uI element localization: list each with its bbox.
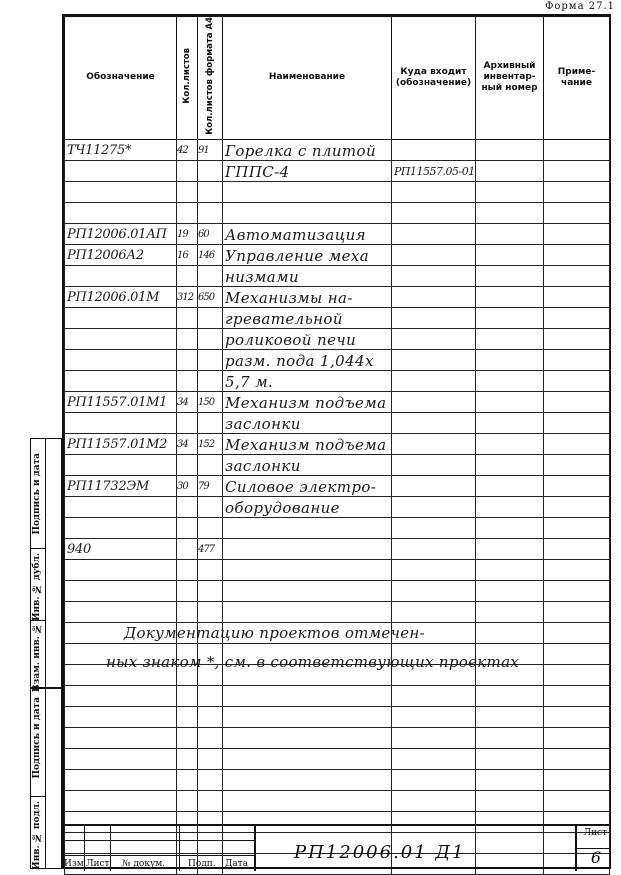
cell-sheet-count	[177, 559, 198, 580]
header-name: Наименование	[223, 17, 392, 140]
cell-where-included	[392, 349, 476, 370]
cell-name: Силовое электро-	[223, 475, 392, 496]
table-row	[65, 349, 610, 370]
cell-archive-number	[476, 685, 544, 706]
cell-designation	[65, 706, 177, 727]
cell-sheet-count	[177, 790, 198, 811]
cell-where-included	[392, 538, 476, 559]
cell-sheet-count	[177, 580, 198, 601]
title-block-label-sheet: Лист	[86, 859, 110, 869]
cell-designation	[65, 454, 177, 475]
margin-label-signature-date: Подпись и дата	[32, 453, 42, 535]
cell-note	[544, 769, 610, 790]
cell-a4-count: 650	[198, 286, 223, 307]
cell-archive-number	[476, 559, 544, 580]
cell-a4-count	[198, 370, 223, 391]
cell-a4-count	[198, 349, 223, 370]
cell-a4-count	[198, 265, 223, 286]
cell-name: низмами	[223, 265, 392, 286]
cell-where-included	[392, 139, 476, 160]
cell-archive-number	[476, 412, 544, 433]
cell-name	[223, 517, 392, 538]
cell-where-included	[392, 391, 476, 412]
note-line-2: ных знаком *, см. в соответствующих проектах	[106, 653, 520, 671]
cell-name: заслонки	[223, 412, 392, 433]
cell-note	[544, 412, 610, 433]
cell-note	[544, 559, 610, 580]
table-row	[65, 790, 610, 811]
cell-archive-number	[476, 496, 544, 517]
cell-archive-number	[476, 475, 544, 496]
cell-designation	[65, 727, 177, 748]
cell-name: Механизм подъема	[223, 433, 392, 454]
table-row	[65, 685, 610, 706]
cell-note	[544, 706, 610, 727]
document-designation: РП12006.01 Д1	[294, 842, 466, 863]
cell-a4-count: 91	[198, 139, 223, 160]
cell-name	[223, 748, 392, 769]
table-row	[65, 160, 610, 181]
cell-a4-count	[198, 202, 223, 223]
cell-archive-number	[476, 454, 544, 475]
cell-note	[544, 328, 610, 349]
cell-sheet-count	[177, 328, 198, 349]
sheet-label: Лист	[583, 828, 607, 838]
table-row	[65, 328, 610, 349]
cell-note	[544, 349, 610, 370]
margin-strip-upper	[30, 438, 62, 693]
cell-name	[223, 685, 392, 706]
cell-sheet-count: 312	[177, 286, 198, 307]
margin-label-duplicate-number: Инв. № дубл.	[32, 553, 42, 621]
cell-a4-count	[198, 412, 223, 433]
table-row	[65, 433, 610, 454]
cell-where-included	[392, 748, 476, 769]
cell-name: заслонки	[223, 454, 392, 475]
table-row	[65, 412, 610, 433]
cell-designation: РП12006.01АП	[65, 223, 177, 244]
cell-designation: ТЧ11275*	[65, 139, 177, 160]
cell-sheet-count	[177, 685, 198, 706]
table-row	[65, 454, 610, 475]
cell-archive-number	[476, 433, 544, 454]
cell-archive-number	[476, 223, 544, 244]
cell-designation	[65, 202, 177, 223]
margin-label-original-number: Инв. № подл.	[32, 801, 42, 870]
cell-sheet-count: 16	[177, 244, 198, 265]
cell-a4-count	[198, 160, 223, 181]
cell-archive-number	[476, 244, 544, 265]
cell-name: разм. пода 1,044х	[223, 349, 392, 370]
cell-note	[544, 580, 610, 601]
cell-note	[544, 433, 610, 454]
cell-name	[223, 580, 392, 601]
title-block-divider	[575, 826, 577, 871]
cell-designation	[65, 307, 177, 328]
cell-archive-number	[476, 769, 544, 790]
cell-a4-count: 152	[198, 433, 223, 454]
register-sheet	[62, 14, 611, 869]
margin-cell-original	[31, 797, 45, 870]
cell-designation: РП12006А2	[65, 244, 177, 265]
cell-designation: РП11557.01М1	[65, 391, 177, 412]
cell-archive-number	[476, 370, 544, 391]
table-row	[65, 265, 610, 286]
form-label: Форма 27.1	[545, 1, 615, 12]
cell-note	[544, 664, 610, 685]
cell-sheet-count	[177, 727, 198, 748]
cell-designation	[65, 748, 177, 769]
cell-where-included	[392, 328, 476, 349]
cell-where-included: РП11557.05-01	[392, 160, 476, 181]
cell-sheet-count	[177, 769, 198, 790]
cell-a4-count	[198, 496, 223, 517]
table-row	[65, 286, 610, 307]
cell-where-included	[392, 475, 476, 496]
cell-note	[544, 622, 610, 643]
table-row	[65, 223, 610, 244]
title-block	[64, 824, 609, 871]
cell-note	[544, 202, 610, 223]
cell-where-included	[392, 412, 476, 433]
margin-cell-duplicate	[31, 549, 45, 621]
cell-a4-count	[198, 706, 223, 727]
cell-where-included	[392, 790, 476, 811]
cell-note	[544, 790, 610, 811]
cell-where-included	[392, 706, 476, 727]
cell-where-included	[392, 181, 476, 202]
cell-a4-count	[198, 517, 223, 538]
title-block-divider	[179, 826, 180, 871]
cell-archive-number	[476, 622, 544, 643]
cell-archive-number	[476, 580, 544, 601]
table-row	[65, 139, 610, 160]
title-block-label-date: Дата	[225, 859, 249, 869]
title-block-divider	[222, 826, 223, 871]
cell-archive-number	[476, 706, 544, 727]
cell-name: ГППС-4	[223, 160, 392, 181]
cell-name	[223, 538, 392, 559]
cell-designation: 940	[65, 538, 177, 559]
table-row	[65, 517, 610, 538]
cell-where-included	[392, 286, 476, 307]
cell-name	[223, 202, 392, 223]
cell-sheet-count	[177, 454, 198, 475]
cell-sheet-count: 34	[177, 391, 198, 412]
title-block-label-signature: Подп.	[188, 859, 216, 869]
cell-note	[544, 685, 610, 706]
table-body	[65, 139, 610, 874]
cell-where-included	[392, 727, 476, 748]
cell-sheet-count	[177, 349, 198, 370]
table-row	[65, 580, 610, 601]
cell-where-included	[392, 769, 476, 790]
cell-sheet-count	[177, 601, 198, 622]
cell-name: оборудование	[223, 496, 392, 517]
cell-where-included	[392, 601, 476, 622]
table-row	[65, 202, 610, 223]
cell-sheet-count	[177, 265, 198, 286]
table-row	[65, 391, 610, 412]
cell-note	[544, 496, 610, 517]
cell-archive-number	[476, 517, 544, 538]
cell-note	[544, 370, 610, 391]
cell-sheet-count: 30	[177, 475, 198, 496]
header-archive-number: Архивный инвентар-ный номер	[476, 17, 544, 140]
cell-note	[544, 454, 610, 475]
table-row	[65, 706, 610, 727]
cell-sheet-count: 34	[177, 433, 198, 454]
cell-a4-count: 477	[198, 538, 223, 559]
cell-where-included	[392, 433, 476, 454]
margin-label-replacement-number: Взам. инв. №	[32, 623, 42, 693]
cell-sheet-count	[177, 181, 198, 202]
table-row	[65, 475, 610, 496]
cell-archive-number	[476, 391, 544, 412]
cell-designation	[65, 685, 177, 706]
header-sheet-count	[177, 17, 198, 140]
cell-note	[544, 244, 610, 265]
table-header-row	[65, 17, 610, 140]
cell-sheet-count: 42	[177, 139, 198, 160]
cell-archive-number	[476, 181, 544, 202]
cell-sheet-count	[177, 706, 198, 727]
cell-where-included	[392, 496, 476, 517]
cell-note	[544, 643, 610, 664]
table-row	[65, 244, 610, 265]
cell-note	[544, 748, 610, 769]
margin-label-signature-date-lower: Подпись и дата	[32, 697, 42, 779]
cell-name: Механизм подъема	[223, 391, 392, 412]
cell-a4-count: 150	[198, 391, 223, 412]
cell-sheet-count	[177, 370, 198, 391]
cell-note	[544, 265, 610, 286]
cell-a4-count	[198, 181, 223, 202]
margin-cell-replacement	[31, 621, 45, 693]
cell-sheet-count	[177, 748, 198, 769]
table-row	[65, 370, 610, 391]
cell-a4-count	[198, 454, 223, 475]
cell-sheet-count	[177, 202, 198, 223]
cell-note	[544, 181, 610, 202]
cell-archive-number	[476, 349, 544, 370]
cell-name: роликовой печи	[223, 328, 392, 349]
cell-where-included	[392, 370, 476, 391]
note-line-1: Документацию проектов отмечен-	[124, 624, 425, 642]
table-row	[65, 559, 610, 580]
cell-archive-number	[476, 748, 544, 769]
table-row	[65, 181, 610, 202]
cell-where-included	[392, 223, 476, 244]
cell-archive-number	[476, 265, 544, 286]
cell-sheet-count: 19	[177, 223, 198, 244]
cell-note	[544, 517, 610, 538]
cell-name: 5,7 м.	[223, 370, 392, 391]
cell-designation	[65, 580, 177, 601]
cell-archive-number	[476, 538, 544, 559]
cell-name	[223, 769, 392, 790]
cell-a4-count: 60	[198, 223, 223, 244]
cell-name	[223, 559, 392, 580]
cell-note	[544, 160, 610, 181]
cell-sheet-count	[177, 517, 198, 538]
cell-designation	[65, 769, 177, 790]
cell-where-included	[392, 265, 476, 286]
cell-archive-number	[476, 727, 544, 748]
cell-name	[223, 727, 392, 748]
cell-a4-count	[198, 328, 223, 349]
cell-where-included	[392, 685, 476, 706]
cell-archive-number	[476, 286, 544, 307]
cell-sheet-count	[177, 412, 198, 433]
cell-note	[544, 286, 610, 307]
cell-where-included	[392, 559, 476, 580]
cell-archive-number	[476, 139, 544, 160]
cell-where-included	[392, 202, 476, 223]
title-block-divider	[84, 826, 85, 871]
margin-cell-signature-lower	[31, 689, 45, 797]
title-block-divider	[110, 826, 111, 871]
cell-name	[223, 790, 392, 811]
cell-a4-count: 79	[198, 475, 223, 496]
header-where-included: Куда входит (обозначение)	[392, 17, 476, 140]
cell-name: Горелка с плитой	[223, 139, 392, 160]
cell-where-included	[392, 244, 476, 265]
cell-archive-number	[476, 328, 544, 349]
cell-name: Механизмы на-	[223, 286, 392, 307]
cell-name	[223, 706, 392, 727]
cell-a4-count	[198, 727, 223, 748]
cell-name	[223, 601, 392, 622]
cell-a4-count: 146	[198, 244, 223, 265]
header-note: Приме-чание	[544, 17, 610, 140]
cell-archive-number	[476, 202, 544, 223]
cell-where-included	[392, 307, 476, 328]
cell-where-included	[392, 580, 476, 601]
margin-strip-lower	[30, 688, 62, 869]
header-designation: Обозначение	[65, 17, 177, 140]
cell-note	[544, 727, 610, 748]
cell-designation	[65, 790, 177, 811]
cell-designation: РП11732ЭМ	[65, 475, 177, 496]
header-a4-count-label: Кол.листов формата А4	[205, 17, 215, 135]
title-block-label-change: Изм	[64, 859, 84, 869]
cell-designation	[65, 517, 177, 538]
cell-name	[223, 181, 392, 202]
cell-note	[544, 307, 610, 328]
cell-note	[544, 139, 610, 160]
cell-name: Автоматизация	[223, 223, 392, 244]
cell-a4-count	[198, 601, 223, 622]
table-row	[65, 538, 610, 559]
cell-sheet-count	[177, 496, 198, 517]
cell-designation: РП12006.01М	[65, 286, 177, 307]
margin-cell-signature	[31, 439, 45, 549]
cell-where-included	[392, 517, 476, 538]
cell-a4-count	[198, 790, 223, 811]
cell-note	[544, 601, 610, 622]
cell-a4-count	[198, 769, 223, 790]
cell-a4-count	[198, 748, 223, 769]
table-row	[65, 496, 610, 517]
table-row	[65, 769, 610, 790]
cell-sheet-count	[177, 538, 198, 559]
cell-designation	[65, 349, 177, 370]
cell-a4-count	[198, 559, 223, 580]
title-block-rule-1	[64, 840, 254, 841]
cell-name: гревательной	[223, 307, 392, 328]
cell-designation	[65, 181, 177, 202]
cell-designation	[65, 160, 177, 181]
cell-note	[544, 223, 610, 244]
cell-note	[544, 475, 610, 496]
table-row	[65, 601, 610, 622]
cell-archive-number	[476, 160, 544, 181]
cell-designation: РП11557.01М2	[65, 433, 177, 454]
cell-designation	[65, 265, 177, 286]
table-row	[65, 307, 610, 328]
cell-a4-count	[198, 307, 223, 328]
header-a4-count	[198, 17, 223, 140]
table-row	[65, 748, 610, 769]
cell-where-included	[392, 454, 476, 475]
cell-note	[544, 538, 610, 559]
cell-note	[544, 391, 610, 412]
cell-archive-number	[476, 601, 544, 622]
cell-designation	[65, 559, 177, 580]
cell-designation	[65, 370, 177, 391]
cell-a4-count	[198, 580, 223, 601]
cell-designation	[65, 412, 177, 433]
cell-designation	[65, 601, 177, 622]
cell-sheet-count	[177, 160, 198, 181]
title-block-rule-2	[64, 855, 254, 856]
document-register-table	[64, 16, 610, 875]
title-block-label-doc-number: № докум.	[122, 859, 166, 869]
cell-designation	[65, 328, 177, 349]
table-row	[65, 727, 610, 748]
cell-archive-number	[476, 307, 544, 328]
cell-archive-number	[476, 790, 544, 811]
cell-sheet-count	[177, 307, 198, 328]
cell-designation	[65, 496, 177, 517]
cell-a4-count	[198, 685, 223, 706]
sheet-number: 6	[590, 848, 601, 867]
header-sheet-count-label: Кол.листов	[182, 48, 192, 104]
title-block-divider	[254, 826, 256, 871]
cell-name: Управление меха	[223, 244, 392, 265]
